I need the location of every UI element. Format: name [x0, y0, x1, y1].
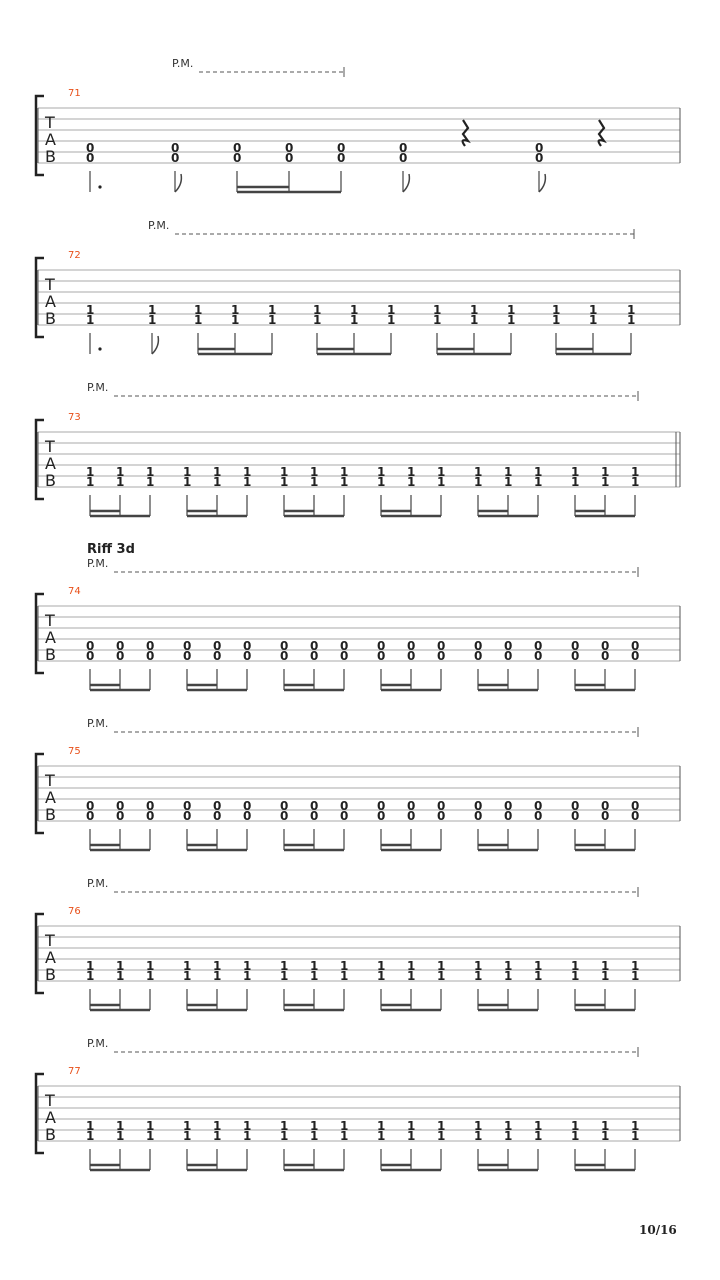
fret-number: 1 [377, 475, 386, 489]
fret-number: 1 [243, 475, 252, 489]
quarter-rest [599, 120, 604, 146]
fret-number: 1 [183, 969, 192, 983]
tab-letter: A [45, 454, 56, 473]
fret-number: 1 [601, 1119, 610, 1133]
fret-number: 0 [285, 151, 294, 165]
fret-number: 0 [86, 649, 95, 663]
fret-number: 1 [280, 1119, 289, 1133]
fret-number: 0 [280, 639, 289, 653]
fret-number: 0 [86, 639, 95, 653]
fret-number: 1 [183, 465, 192, 479]
fret-number: 1 [631, 959, 640, 973]
fret-number: 1 [86, 969, 95, 983]
fret-number: 0 [571, 639, 580, 653]
fret-number: 1 [407, 475, 416, 489]
fret-number: 0 [631, 649, 640, 663]
riff-label: Riff 3d [87, 542, 135, 557]
fret-number: 0 [280, 809, 289, 823]
tab-letter: B [45, 645, 56, 664]
fret-number: 0 [601, 799, 610, 813]
fret-number: 1 [146, 465, 155, 479]
fret-number: 1 [437, 1129, 446, 1143]
fret-number: 0 [437, 809, 446, 823]
fret-number: 1 [213, 959, 222, 973]
fret-number: 0 [243, 639, 252, 653]
fret-number: 1 [504, 959, 513, 973]
palm-mute-label: P.M. [87, 877, 109, 890]
fret-number: 1 [350, 303, 359, 317]
fret-number: 1 [631, 475, 640, 489]
fret-number: 1 [377, 1129, 386, 1143]
fret-number: 0 [146, 799, 155, 813]
fret-number: 1 [243, 1129, 252, 1143]
fret-number: 0 [146, 639, 155, 653]
fret-number: 1 [601, 1129, 610, 1143]
fret-number: 0 [631, 639, 640, 653]
fret-number: 1 [310, 1129, 319, 1143]
fret-number: 0 [571, 799, 580, 813]
fret-number: 0 [340, 649, 349, 663]
fret-number: 1 [148, 313, 157, 327]
fret-number: 1 [310, 1119, 319, 1133]
fret-number: 0 [377, 799, 386, 813]
fret-number: 1 [340, 465, 349, 479]
fret-number: 0 [280, 799, 289, 813]
fret-number: 1 [437, 969, 446, 983]
fret-number: 1 [552, 303, 561, 317]
measure-number: 71 [68, 88, 81, 99]
fret-number: 1 [183, 959, 192, 973]
page-number: 10/16 [639, 1223, 677, 1237]
fret-number: 0 [571, 649, 580, 663]
fret-number: 0 [146, 809, 155, 823]
palm-mute-label: P.M. [87, 557, 109, 570]
fret-number: 0 [337, 151, 346, 165]
fret-number: 0 [377, 649, 386, 663]
tab-letter: B [45, 805, 56, 824]
fret-number: 1 [116, 959, 125, 973]
fret-number: 1 [589, 313, 598, 327]
fret-number: 0 [183, 639, 192, 653]
fret-number: 0 [601, 639, 610, 653]
note-flag [403, 174, 409, 192]
fret-number: 1 [243, 969, 252, 983]
fret-number: 0 [534, 649, 543, 663]
palm-mute-label: P.M. [148, 219, 170, 232]
fret-number: 1 [310, 475, 319, 489]
fret-number: 0 [183, 649, 192, 663]
fret-number: 1 [534, 969, 543, 983]
fret-number: 0 [243, 799, 252, 813]
fret-number: 1 [601, 969, 610, 983]
fret-number: 1 [387, 313, 396, 327]
fret-number: 1 [183, 475, 192, 489]
tab-letter: T [45, 1091, 55, 1110]
fret-number: 0 [377, 809, 386, 823]
fret-number: 0 [285, 141, 294, 155]
fret-number: 1 [407, 1129, 416, 1143]
fret-number: 0 [116, 649, 125, 663]
fret-number: 1 [86, 313, 95, 327]
tab-letter: B [45, 309, 56, 328]
fret-number: 1 [377, 969, 386, 983]
fret-number: 1 [601, 959, 610, 973]
fret-number: 1 [116, 1119, 125, 1133]
fret-number: 1 [313, 303, 322, 317]
fret-number: 1 [340, 1129, 349, 1143]
fret-number: 0 [310, 649, 319, 663]
fret-number: 1 [340, 969, 349, 983]
measure-number: 72 [68, 250, 81, 261]
fret-number: 1 [86, 465, 95, 479]
fret-number: 1 [148, 303, 157, 317]
palm-mute-label: P.M. [172, 57, 194, 70]
fret-number: 0 [571, 809, 580, 823]
fret-number: 0 [474, 639, 483, 653]
fret-number: 1 [213, 969, 222, 983]
fret-number: 0 [399, 151, 408, 165]
fret-number: 0 [116, 809, 125, 823]
fret-number: 1 [243, 1119, 252, 1133]
fret-number: 1 [310, 969, 319, 983]
palm-mute-label: P.M. [87, 381, 109, 394]
fret-number: 0 [86, 151, 95, 165]
fret-number: 0 [340, 809, 349, 823]
fret-number: 0 [171, 151, 180, 165]
fret-number: 1 [601, 465, 610, 479]
fret-number: 1 [507, 303, 516, 317]
fret-number: 0 [474, 799, 483, 813]
dot [98, 185, 101, 188]
fret-number: 1 [146, 1129, 155, 1143]
fret-number: 1 [243, 959, 252, 973]
palm-mute-label: P.M. [87, 717, 109, 730]
fret-number: 1 [470, 303, 479, 317]
fret-number: 0 [183, 799, 192, 813]
fret-number: 1 [631, 1129, 640, 1143]
fret-number: 0 [534, 639, 543, 653]
fret-number: 1 [280, 465, 289, 479]
fret-number: 0 [213, 649, 222, 663]
tab-letter: B [45, 471, 56, 490]
measure-number: 75 [68, 746, 81, 757]
fret-number: 1 [213, 465, 222, 479]
fret-number: 0 [504, 799, 513, 813]
fret-number: 0 [146, 649, 155, 663]
fret-number: 0 [310, 799, 319, 813]
fret-number: 0 [535, 151, 544, 165]
fret-number: 1 [470, 313, 479, 327]
fret-number: 1 [631, 465, 640, 479]
fret-number: 1 [437, 1119, 446, 1133]
fret-number: 1 [194, 303, 203, 317]
fret-number: 0 [437, 799, 446, 813]
fret-number: 1 [407, 465, 416, 479]
fret-number: 1 [571, 1129, 580, 1143]
fret-number: 1 [433, 303, 442, 317]
fret-number: 1 [474, 475, 483, 489]
fret-number: 1 [571, 1119, 580, 1133]
fret-number: 1 [86, 1119, 95, 1133]
fret-number: 1 [313, 313, 322, 327]
fret-number: 1 [116, 465, 125, 479]
fret-number: 0 [233, 151, 242, 165]
tab-letter: A [45, 948, 56, 967]
fret-number: 1 [268, 303, 277, 317]
fret-number: 0 [171, 141, 180, 155]
fret-number: 1 [116, 969, 125, 983]
fret-number: 1 [571, 475, 580, 489]
fret-number: 1 [571, 959, 580, 973]
fret-number: 1 [183, 1119, 192, 1133]
fret-number: 1 [631, 1119, 640, 1133]
tab-letter: B [45, 1125, 56, 1144]
fret-number: 0 [399, 141, 408, 155]
fret-number: 1 [213, 1119, 222, 1133]
measure-number: 74 [68, 586, 81, 597]
fret-number: 0 [340, 799, 349, 813]
tab-letter: B [45, 965, 56, 984]
fret-number: 0 [340, 639, 349, 653]
fret-number: 0 [243, 809, 252, 823]
fret-number: 0 [534, 799, 543, 813]
fret-number: 0 [631, 799, 640, 813]
fret-number: 1 [340, 959, 349, 973]
fret-number: 1 [437, 959, 446, 973]
fret-number: 0 [337, 141, 346, 155]
fret-number: 0 [86, 799, 95, 813]
fret-number: 0 [504, 809, 513, 823]
tab-letter: A [45, 628, 56, 647]
fret-number: 1 [407, 969, 416, 983]
fret-number: 1 [86, 959, 95, 973]
tab-letter: T [45, 771, 55, 790]
fret-number: 0 [504, 639, 513, 653]
fret-number: 1 [504, 969, 513, 983]
fret-number: 1 [507, 313, 516, 327]
fret-number: 0 [243, 649, 252, 663]
tab-letter: T [45, 931, 55, 950]
fret-number: 1 [601, 475, 610, 489]
fret-number: 1 [350, 313, 359, 327]
fret-number: 0 [534, 809, 543, 823]
fret-number: 0 [116, 799, 125, 813]
note-flag [539, 174, 545, 192]
fret-number: 1 [631, 969, 640, 983]
fret-number: 1 [377, 959, 386, 973]
fret-number: 1 [146, 969, 155, 983]
tab-letter: A [45, 1108, 56, 1127]
tab-letter: T [45, 611, 55, 630]
fret-number: 1 [213, 1129, 222, 1143]
fret-number: 1 [534, 465, 543, 479]
fret-number: 1 [183, 1129, 192, 1143]
fret-number: 1 [534, 1119, 543, 1133]
fret-number: 1 [627, 313, 636, 327]
fret-number: 1 [407, 1119, 416, 1133]
measure-number: 77 [68, 1066, 81, 1077]
fret-number: 1 [437, 475, 446, 489]
fret-number: 1 [86, 303, 95, 317]
fret-number: 1 [504, 465, 513, 479]
fret-number: 1 [310, 959, 319, 973]
palm-mute-label: P.M. [87, 1037, 109, 1050]
note-flag [175, 174, 181, 192]
fret-number: 1 [387, 303, 396, 317]
fret-number: 1 [280, 1129, 289, 1143]
fret-number: 1 [474, 1129, 483, 1143]
fret-number: 1 [474, 465, 483, 479]
fret-number: 1 [571, 465, 580, 479]
fret-number: 1 [146, 959, 155, 973]
fret-number: 1 [194, 313, 203, 327]
fret-number: 0 [437, 639, 446, 653]
dot [98, 347, 101, 350]
fret-number: 1 [534, 475, 543, 489]
fret-number: 0 [407, 649, 416, 663]
fret-number: 0 [233, 141, 242, 155]
fret-number: 1 [340, 475, 349, 489]
fret-number: 1 [589, 303, 598, 317]
tab-letter: A [45, 130, 56, 149]
fret-number: 1 [407, 959, 416, 973]
fret-number: 1 [231, 313, 240, 327]
fret-number: 0 [601, 809, 610, 823]
fret-number: 0 [213, 639, 222, 653]
fret-number: 1 [280, 969, 289, 983]
fret-number: 0 [377, 639, 386, 653]
note-flag [152, 336, 158, 354]
fret-number: 0 [474, 809, 483, 823]
fret-number: 1 [310, 465, 319, 479]
fret-number: 0 [504, 649, 513, 663]
measure-number: 73 [68, 412, 81, 423]
fret-number: 0 [213, 799, 222, 813]
fret-number: 1 [504, 1119, 513, 1133]
fret-number: 1 [280, 475, 289, 489]
fret-number: 0 [213, 809, 222, 823]
measure-number: 76 [68, 906, 81, 917]
quarter-rest [463, 120, 468, 146]
fret-number: 0 [407, 809, 416, 823]
fret-number: 0 [437, 649, 446, 663]
fret-number: 1 [213, 475, 222, 489]
fret-number: 1 [116, 475, 125, 489]
fret-number: 1 [86, 1129, 95, 1143]
fret-number: 0 [116, 639, 125, 653]
tab-letter: T [45, 437, 55, 456]
fret-number: 1 [280, 959, 289, 973]
fret-number: 1 [231, 303, 240, 317]
fret-number: 0 [474, 649, 483, 663]
fret-number: 0 [601, 649, 610, 663]
tab-letter: A [45, 788, 56, 807]
fret-number: 1 [268, 313, 277, 327]
fret-number: 1 [377, 1119, 386, 1133]
fret-number: 1 [571, 969, 580, 983]
tab-letter: T [45, 275, 55, 294]
fret-number: 0 [86, 809, 95, 823]
fret-number: 1 [340, 1119, 349, 1133]
fret-number: 1 [146, 1119, 155, 1133]
fret-number: 0 [407, 639, 416, 653]
tab-letter: B [45, 147, 56, 166]
fret-number: 1 [116, 1129, 125, 1143]
fret-number: 0 [183, 809, 192, 823]
fret-number: 1 [627, 303, 636, 317]
tab-letter: T [45, 113, 55, 132]
fret-number: 0 [535, 141, 544, 155]
fret-number: 1 [243, 465, 252, 479]
tab-letter: A [45, 292, 56, 311]
fret-number: 1 [504, 1129, 513, 1143]
fret-number: 1 [552, 313, 561, 327]
fret-number: 0 [310, 639, 319, 653]
fret-number: 1 [437, 465, 446, 479]
fret-number: 1 [433, 313, 442, 327]
fret-number: 0 [280, 649, 289, 663]
fret-number: 1 [534, 1129, 543, 1143]
fret-number: 1 [474, 969, 483, 983]
fret-number: 0 [86, 141, 95, 155]
fret-number: 1 [504, 475, 513, 489]
fret-number: 0 [310, 809, 319, 823]
fret-number: 1 [86, 475, 95, 489]
fret-number: 1 [377, 465, 386, 479]
fret-number: 1 [474, 959, 483, 973]
fret-number: 0 [407, 799, 416, 813]
fret-number: 1 [534, 959, 543, 973]
fret-number: 0 [631, 809, 640, 823]
fret-number: 1 [146, 475, 155, 489]
fret-number: 1 [474, 1119, 483, 1133]
